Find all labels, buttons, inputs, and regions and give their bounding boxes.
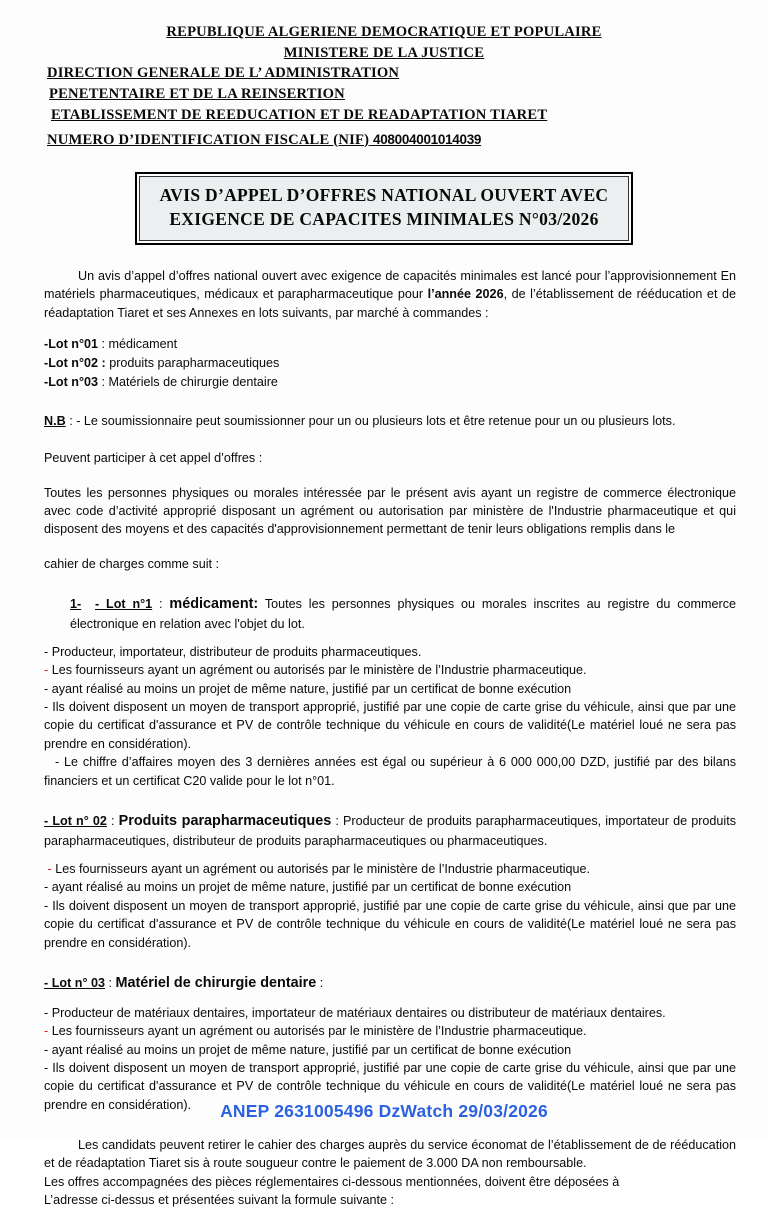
nb-text: : - Le soumissionnaire peut soumissionner pour un ou plusieurs lots et être retenue pour un ou plusieurs lots. [65,414,676,429]
lot2-tag: - Lot n° 02 [44,813,107,828]
bullet-text: ayant réalisé au moins un projet de même nature, justifié par un certificat de bonne exécution [48,880,572,895]
list-item [44,1004,736,1022]
bullet-dash: - [44,880,49,895]
closing-text-2b: L’adresse ci-dessus et présentées suivant la formule suivante : [44,1192,395,1207]
bullet-text: Producteur de matériaux dentaires, importateur de matériaux dentaires ou distributeur de matériaux dentaires. [48,1005,666,1020]
lot1-description: Toutes les personnes physiques ou morales inscrites au registre du commerce électronique en relation avec l'objet du lot. [70,596,736,631]
bullet-dash-red: - [44,1024,49,1039]
lot3-requirements [44,1004,736,1114]
header-line-direction-text: DIRECTION GENERALE DE L’ ADMINISTRATION [47,65,400,82]
header-line-republic-text: REPUBLIQUE ALGERIENE DEMOCRATIQUE ET POPULAIRE [166,24,602,40]
header-line-establishment-text: ETABLISSEMENT DE REEDUCATION ET DE READAPTATION TIARET [51,106,548,123]
list-item [44,373,736,392]
closing-text-2a: Les offres accompagnées des pièces réglementaires ci-dessous mentionnées, doivent être déposées à [44,1174,620,1189]
list-item [44,680,736,698]
lot1-number: 1- [70,596,82,611]
lot2-name: Produits parapharmaceutiques [118,812,332,829]
bullet-text: Les fournisseurs ayant un agrément ou autorisés par le ministère de l’Industrie pharmaceutique. [48,1024,587,1039]
bullet-text: ayant réalisé au moins un projet de même nature, justifié par un certificat de bonne exécution [48,1042,572,1057]
title-box-outer-border [135,172,634,245]
bullet-dash: - [44,898,49,913]
bullet-dash: - [44,681,49,696]
lot-summary-tag: -Lot n°03 [44,375,99,390]
intro-paragraph [44,267,736,322]
intro-part-1: Un avis d’appel d’offres national ouvert avec exigence de capacités minimales est lancé pour l’approvisionnement En matériels pharmaceutiques, médicaux et parapharmaceutique pour [44,269,736,302]
charges-line: cahier de charges comme suit : [44,556,219,571]
header-line-direction [0,63,768,84]
lot-summary-name: médicament [108,336,178,351]
title-line-2: EXIGENCE DE CAPACITES MINIMALES N°03/2026 [169,208,599,229]
document-header [0,0,768,150]
bullet-text: Ils doivent disposent un moyen de transport approprié, justifié par une copie de carte grise du véhicule, ainsi que par une copie du certificat d'assurance et PV de contrôle technique du véhicule en cours de validité(Le matériel loué ne sera pas prendre en considération). [44,1060,736,1112]
lot-summary-tag: -Lot n°01 [44,336,99,351]
lot2-sep: : [106,813,119,828]
closing-paragraph-1 [44,1136,736,1173]
lot-summary-sep: : [98,336,109,351]
lot1-sep: : [152,596,170,611]
anep-footer: ANEP 2631005496 DzWatch 29/03/2026 [220,1101,548,1121]
lot-summary-sep: : [98,375,109,390]
list-item [44,661,736,679]
header-line-ministry-text: MINISTERE DE LA JUSTICE [283,44,485,61]
bullet-text: Les fournisseurs ayant un agrément ou autorisés par le ministère de l’Industrie pharmaceutique. [51,862,591,877]
intro-part-2: , de l’établissement de rééducation et de réadaptation Tiaret et ses Annexes en lots suivants, par marché à commandes : [44,287,736,320]
lot3-tag: - Lot n° 03 [44,975,106,990]
bullet-dash-red: - [47,862,52,877]
header-line-nif [0,130,768,151]
lot3-heading [44,973,736,994]
list-item [44,1022,736,1040]
closing-text-1: Les candidats peuvent retirer le cahier des charges auprès du service économat de l’établissement de de rééducation et de réadaptation Tiaret sis à route sougueur contre le paiement de 3.000 DA non remboursable. [44,1138,736,1171]
bullet-dash: - [44,1060,49,1075]
lot1-turnover [44,753,736,790]
title-line-1: AVIS D’APPEL D’OFFRES NATIONAL OUVERT AVEC [159,185,609,206]
lot2-description: : Producteur de produits parapharmaceutiques, importateur de produits parapharmaceutiques, distributeur de produits parapharmaceutiques ou pharmaceutiques. [44,813,737,848]
closing-paragraph-2 [44,1173,736,1191]
lot1-requirements [44,643,736,790]
list-item [44,878,736,896]
lot3-name: Matériel de chirurgie dentaire [115,974,317,991]
lot-summary-name: produits parapharmaceutiques [109,356,280,371]
bullet-dash-red: - [44,663,49,678]
header-line-penitentiary [0,84,768,105]
bullet-dash: - [44,1005,49,1020]
intro-year-bold: l’année 2026 [427,287,504,302]
lot2-requirements [44,860,736,952]
list-item [44,698,736,753]
lot-summary-tag: -Lot n°02 : [44,356,106,371]
nif-label: NUMERO D’IDENTIFICATION FISCALE (NIF) [47,131,370,148]
list-item [44,897,736,952]
lot1-heading [44,594,736,633]
header-line-penitentiary-text: PENETENTAIRE ET DE LA REINSERTION [49,86,345,103]
bullet-text: Les fournisseurs ayant un agrément ou autorisés par le ministère de l’Industrie pharmaceutique. [48,663,587,678]
list-item [44,354,736,373]
bullet-dash: - [44,1042,49,1057]
nb-label: N.B [44,414,66,429]
title-box-wrapper [0,172,768,245]
title-box [139,176,630,241]
turnover-text: - Le chiffre d’affaires moyen des 3 dernières années est égal ou supérieur à 6 000 000,00 DZD, justifié par des bilans financiers et un certificat C20 valide pour le lot n°01. [44,755,736,788]
nif-value: 408004001014039 [373,131,482,147]
closing-paragraph-3 [44,1191,736,1209]
header-line-ministry [0,43,768,64]
eligibility-paragraph: Toutes les personnes physiques ou morales intéressée par le présent avis ayant un registre de commerce électronique avec code d’activité approprié disposant un agrément ou autorisation par ministère de l'Industrie pharmaceutique et qui disposent des moyens et des capacités d'approvisionnement permettant de tenir leurs obligations remplis dans le [44,485,736,537]
bullet-text: Producteur, importateur, distributeur de produits pharmaceutiques. [48,644,422,659]
header-line-establishment [0,105,768,126]
list-item [44,643,736,661]
lot3-sep: : [105,975,116,990]
bullet-dash: - [44,644,49,659]
list-item [44,1041,736,1059]
document-body [0,267,768,1209]
bullet-text: ayant réalisé au moins un projet de même nature, justifié par un certificat de bonne exécution [48,681,572,696]
bullet-text: Ils doivent disposent un moyen de transport approprié, justifié par une copie de carte grise du véhicule, ainsi que par une copie du certificat d'assurance et PV de contrôle technique du véhicule en cours de validité(Le matériel loué ne sera pas prendre en considération). [44,700,736,751]
bullet-dash: - [44,700,49,715]
nb-note [44,412,736,430]
list-item [44,335,736,354]
lot1-name: médicament: [169,595,259,612]
lots-summary-list [44,335,736,392]
header-line-republic [0,22,768,43]
lot2-heading [44,811,736,850]
lot1-tag: - Lot n°1 [94,596,153,611]
lot-summary-name: Matériels de chirurgie dentaire [108,375,278,390]
list-item [44,860,736,878]
bullet-text: Ils doivent disposent un moyen de transport approprié, justifié par une copie de carte grise du véhicule, ainsi que par une copie du certificat d'assurance et PV de contrôle technique du véhicule en cours de validité(Le matériel loué ne sera pas prendre en considération). [44,898,736,950]
participate-line: Peuvent participer à cet appel d’offres : [44,450,263,465]
lot3-description: : [316,975,324,990]
